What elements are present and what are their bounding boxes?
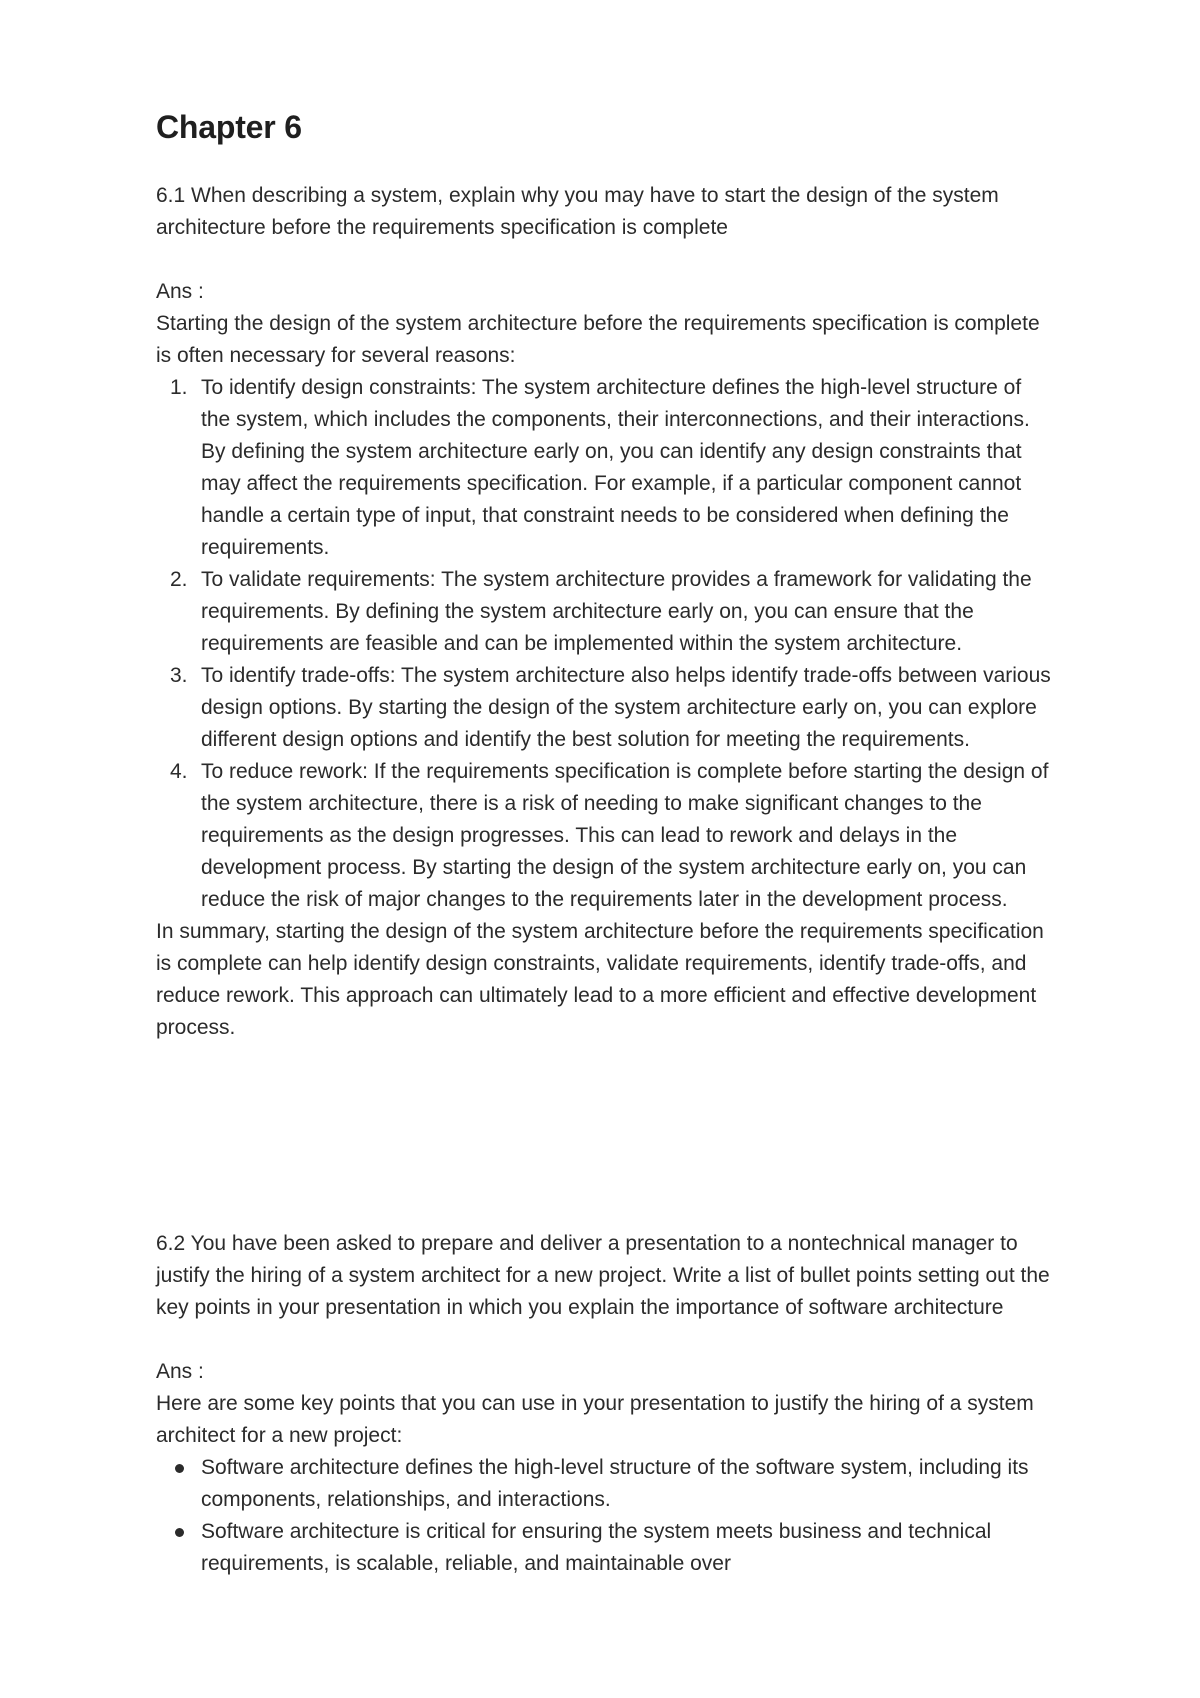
list-item-text: To identify trade-offs: The system architecture also helps identify trade-offs between various design options. By starting the design of the system architecture early on, you can explore different design options and identify the best solution for meeting the requirements.: [201, 664, 1051, 751]
question-6-1-section: [156, 180, 1056, 1044]
list-item: [156, 660, 1056, 756]
list-item-text: To reduce rework: If the requirements specification is complete before starting the design of the system architecture, there is a risk of needing to make significant changes to the requirements as the design progresses. This can lead to rework and delays in the development process. By starting the design of the system architecture early on, you can reduce the risk of major changes to the requirements later in the development process.: [201, 760, 1049, 911]
list-item-text: To identify design constraints: The system architecture defines the high-level structure of the system, which includes the components, their interconnections, and their interactions. By defining the system architecture early on, you can identify any design constraints that may affect the requirements specification. For example, if a particular component cannot handle a certain type of input, that constraint needs to be considered when defining the requirements.: [201, 376, 1030, 559]
question-6-2-section: [156, 1228, 1056, 1580]
key-points-list: [156, 1452, 1056, 1580]
chapter-title: Chapter 6: [156, 109, 302, 145]
list-item: [156, 1452, 1056, 1516]
answer-intro: Here are some key points that you can use in your presentation to justify the hiring of a system architect for a new project:: [156, 1392, 1034, 1447]
list-item: [156, 564, 1056, 660]
list-number: 1.: [170, 376, 188, 399]
list-item: [156, 372, 1056, 564]
list-item-text: To validate requirements: The system architecture provides a framework for validating the requirements. By defining the system architecture early on, you can ensure that the requirements are feasible and can be implemented within the system architecture.: [201, 568, 1032, 655]
list-number: 4.: [170, 760, 188, 783]
answer-label: Ans :: [156, 280, 204, 303]
list-item-text: Software architecture is critical for ensuring the system meets business and technical requirements, is scalable, reliable, and maintainable over: [201, 1520, 992, 1575]
question-6-1-text: 6.1 When describing a system, explain why you may have to start the design of the system architecture before the requirements specification is complete: [156, 184, 999, 239]
bullet-icon: [175, 1528, 184, 1537]
list-number: 3.: [170, 664, 188, 687]
list-item-text: Software architecture defines the high-level structure of the software system, including its components, relationships, and interactions.: [201, 1456, 1029, 1511]
reasons-list: [156, 372, 1056, 916]
bullet-icon: [175, 1464, 184, 1473]
answer-intro: Starting the design of the system architecture before the requirements specification is complete is often necessary for several reasons:: [156, 312, 1040, 367]
list-item: [156, 756, 1056, 916]
answer-summary: In summary, starting the design of the system architecture before the requirements specification is complete can help identify design constraints, validate requirements, identify trade-offs, and reduce rework. This approach can ultimately lead to a more efficient and effective development process.: [156, 920, 1044, 1039]
question-6-2-text: 6.2 You have been asked to prepare and deliver a presentation to a nontechnical manager to justify the hiring of a system architect for a new project. Write a list of bullet points setting out the key points in your presentation in which you explain the importance of software architecture: [156, 1232, 1050, 1319]
list-item: [156, 1516, 1056, 1580]
answer-label: Ans :: [156, 1360, 204, 1383]
list-number: 2.: [170, 568, 188, 591]
